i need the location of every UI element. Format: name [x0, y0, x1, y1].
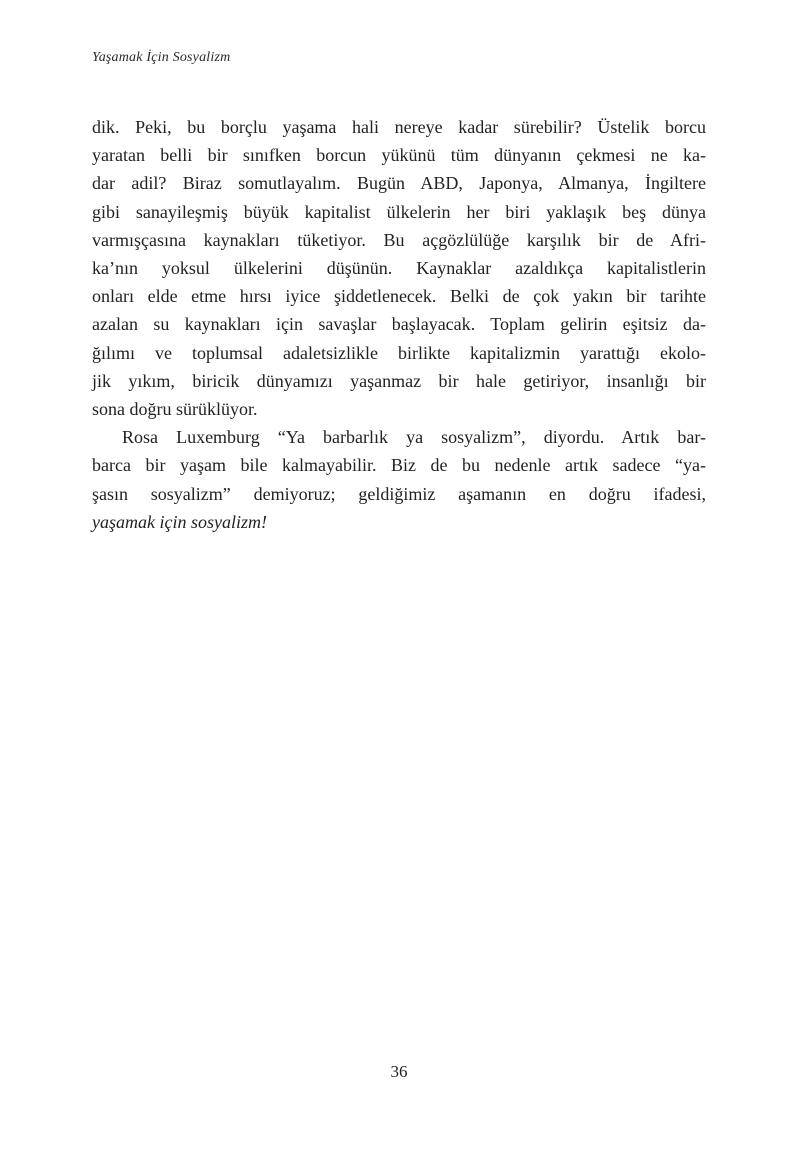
text-line: azalan su kaynakları için savaşlar başlayacak. Toplam gelirin eşitsiz da- [92, 314, 706, 335]
text-line: ğılımı ve toplumsal adaletsizlikle birlikte kapitalizmin yarattığı ekolo- [92, 342, 706, 363]
text-line: jik yıkım, biricik dünyamızı yaşanmaz bir hale getiriyor, insanlığı bir [92, 370, 706, 391]
text-line: barca bir yaşam bile kalmayabilir. Biz de bu nedenle artık sadece “ya- [92, 455, 706, 476]
text-line: yaratan belli bir sınıfken borcun yükünü tüm dünyanın çekmesi ne ka- [92, 145, 706, 166]
text-line: sona doğru sürüklüyor. [92, 399, 258, 420]
text-line: Rosa Luxemburg “Ya barbarlık ya sosyalizm”, diyordu. Artık bar- [122, 427, 706, 448]
text-line: dar adil? Biraz somutlayalım. Bugün ABD, Japonya, Almanya, İngiltere [92, 173, 706, 194]
text-line: şasın sosyalizm” demiyoruz; geldiğimiz aşamanın en doğru ifadesi, [92, 483, 706, 504]
text-line: gibi sanayileşmiş büyük kapitalist ülkelerin her biri yaklaşık beş dünya [92, 201, 706, 222]
text-line: dik. Peki, bu borçlu yaşama hali nereye kadar sürebilir? Üstelik borcu [92, 117, 706, 137]
text-line: varmışçasına kaynakları tüketiyor. Bu açgözlülüğe karşılık bir de Afri- [92, 229, 706, 250]
text-line: onları elde etme hırsı iyice şiddetlenecek. Belki de çok yakın bir tarihte [92, 286, 706, 307]
page-body-text [92, 113, 706, 536]
running-header: Yaşamak İçin Sosyalizm [92, 50, 231, 65]
paragraph [92, 423, 706, 536]
page-number: 36 [390, 1062, 408, 1081]
text-line-italic: yaşamak için sosyalizm! [92, 511, 267, 532]
text-line: ka’nın yoksul ülkelerini düşünün. Kaynaklar azaldıkça kapitalistlerin [92, 258, 706, 279]
paragraph [92, 113, 706, 423]
